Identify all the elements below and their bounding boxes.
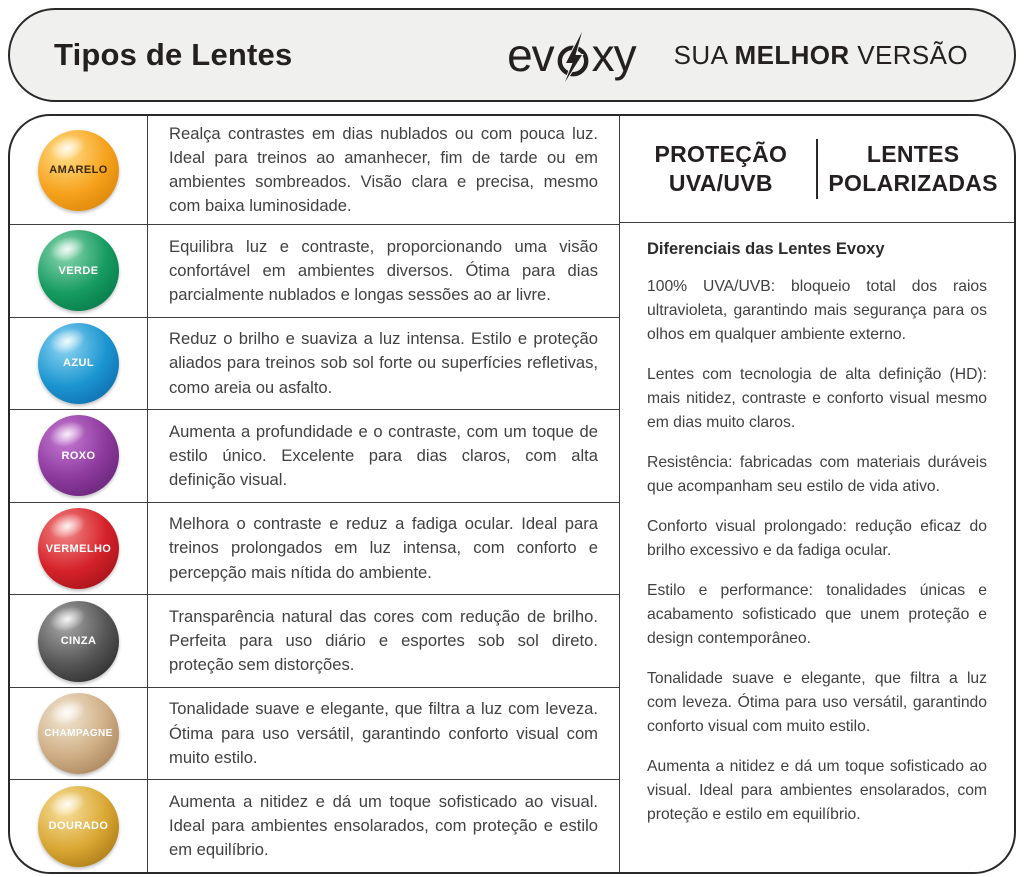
feature-paragraph: Aumenta a nitidez e dá um toque sofisticado ao visual. Ideal para ambientes ensolarados, com proteção e estilo em equilíbrio. [647, 758, 987, 824]
lens-name-label: CHAMPAGNE [44, 728, 113, 740]
features-panel [620, 116, 1014, 872]
brand-text-prefix: ev [507, 29, 554, 81]
lens-table [10, 116, 620, 872]
lens-name-label: AZUL [63, 357, 94, 370]
tagline-pre: SUA [673, 39, 735, 70]
brand-text-suffix: xy [591, 29, 636, 81]
polarized-header [818, 140, 1008, 198]
lens-name-label: VERMELHO [45, 542, 112, 555]
roxo-lens-ball [38, 415, 119, 496]
lens-name-label: DOURADO [48, 820, 109, 833]
table-row-azul [10, 318, 619, 411]
brand-tagline [674, 40, 968, 71]
lens-description-cell [148, 410, 619, 502]
lens-description: Realça contrastes em dias nublados ou com pouca luz. Ideal para treinos ao amanhecer, fim de tarde ou em ambientes sombreados. Visão clara e precisa, mesmo com baixa luminosidade. [169, 123, 598, 216]
lens-description: Aumenta a profundidade e o contraste, com um toque de estilo único. Excelente para dias claros, com alta definição visual. [169, 421, 598, 490]
feature-paragraph: Tonalidade suave e elegante, que filtra a luz com leveza. Ótima para uso versátil, garantindo conforto visual com muito estilo. [647, 670, 987, 736]
lens-ball-cell [10, 688, 148, 780]
page-title: Tipos de Lentes [54, 37, 293, 72]
lens-description: Transparência natural das cores com redução de brilho. Perfeita para uso diário e esportes sob sol direto. proteção sem distorções. [169, 606, 598, 675]
lens-description-cell [148, 225, 619, 317]
lens-ball-cell [10, 595, 148, 687]
lens-name-label: ROXO [61, 449, 96, 462]
features-header [620, 116, 1014, 223]
lens-name-label: VERDE [58, 264, 99, 277]
feature-paragraph: Lentes com tecnologia de alta definição (HD): mais nitidez, contraste e conforto visual mesmo em dias muito claros. [647, 366, 987, 432]
lens-description: Melhora o contraste e reduz a fadiga ocular. Ideal para treinos prolongados em luz intensa, com conforto e percepção mais nítida do ambiente. [169, 514, 598, 582]
lightning-o-icon [556, 32, 590, 82]
lens-description: Reduz o brilho e suaviza a luz intensa. Estilo e proteção aliados para treinos sob sol forte ou superfícies refletivas, como areia ou asfalto. [169, 329, 598, 397]
lens-ball-cell [10, 503, 148, 595]
lens-ball-cell [10, 780, 148, 872]
feature-paragraph: Estilo e performance: tonalidades únicas e acabamento sofisticado que unem proteção e design contemporâneo. [647, 582, 987, 648]
cinza-lens-ball [38, 601, 119, 682]
table-row-cinza [10, 595, 619, 688]
table-row-amarelo [10, 116, 619, 225]
feature-paragraph: Conforto visual prolongado: redução eficaz do brilho excessivo e da fadiga ocular. [647, 518, 987, 560]
lens-description: Equilibra luz e contraste, proporcionando uma visão confortável em ambientes diversos. Ótima para dias parcialmente nublados e longas sessões ao ar livre. [169, 236, 598, 304]
lens-ball-cell [10, 225, 148, 317]
feature-paragraph: Resistência: fabricadas com materiais duráveis que acompanham seu estilo de vida ativo. [647, 454, 987, 496]
lens-name-label: CINZA [60, 635, 97, 648]
lens-description-cell [148, 780, 619, 872]
table-row-champagne [10, 688, 619, 781]
table-row-verde [10, 225, 619, 318]
amarelo-lens-ball [38, 130, 119, 211]
uv-protection-header [626, 140, 816, 198]
lens-description-cell [148, 503, 619, 595]
table-row-roxo [10, 410, 619, 503]
tagline-post: VERSÃO [849, 39, 968, 70]
header-bar [8, 8, 1016, 102]
lens-description-cell [148, 595, 619, 687]
features-section-title: Diferenciais das Lentes Evoxy [647, 240, 885, 258]
tagline-bold: MELHOR [734, 39, 850, 70]
dourado-lens-ball [38, 786, 119, 867]
champagne-lens-ball [38, 693, 119, 774]
table-row-vermelho [10, 503, 619, 596]
lens-description-cell [148, 688, 619, 780]
lens-description-cell [148, 318, 619, 410]
lens-description: Aumenta a nitidez e dá um toque sofisticado ao visual. Ideal para ambientes ensolarados, com proteção e estilo em equilíbrio. [169, 791, 598, 860]
table-row-dourado [10, 780, 619, 872]
vermelho-lens-ball [38, 508, 119, 589]
lens-ball-cell [10, 116, 148, 224]
uv-header-line1: PROTEÇÃO [654, 141, 788, 168]
azul-lens-ball [38, 323, 119, 404]
lens-description-cell [148, 116, 619, 224]
polarized-header-line1: LENTES [866, 141, 960, 168]
lens-ball-cell [10, 410, 148, 502]
lens-name-label: AMARELO [49, 164, 108, 177]
uv-header-line2: UVA/UVB [668, 170, 773, 196]
verde-lens-ball [38, 230, 119, 311]
brand-logo [507, 30, 636, 80]
content-panel [8, 114, 1016, 874]
lens-description: Tonalidade suave e elegante, que filtra a luz com leveza. Ótima para uso versátil, garantindo conforto visual com muito estilo. [169, 699, 598, 767]
features-body [620, 223, 1014, 872]
polarized-header-line2: POLARIZADAS [828, 170, 998, 196]
feature-paragraph: 100% UVA/UVB: bloqueio total dos raios ultravioleta, garantindo mais segurança para os olhos em qualquer ambiente externo. [647, 278, 987, 344]
lens-ball-cell [10, 318, 148, 410]
